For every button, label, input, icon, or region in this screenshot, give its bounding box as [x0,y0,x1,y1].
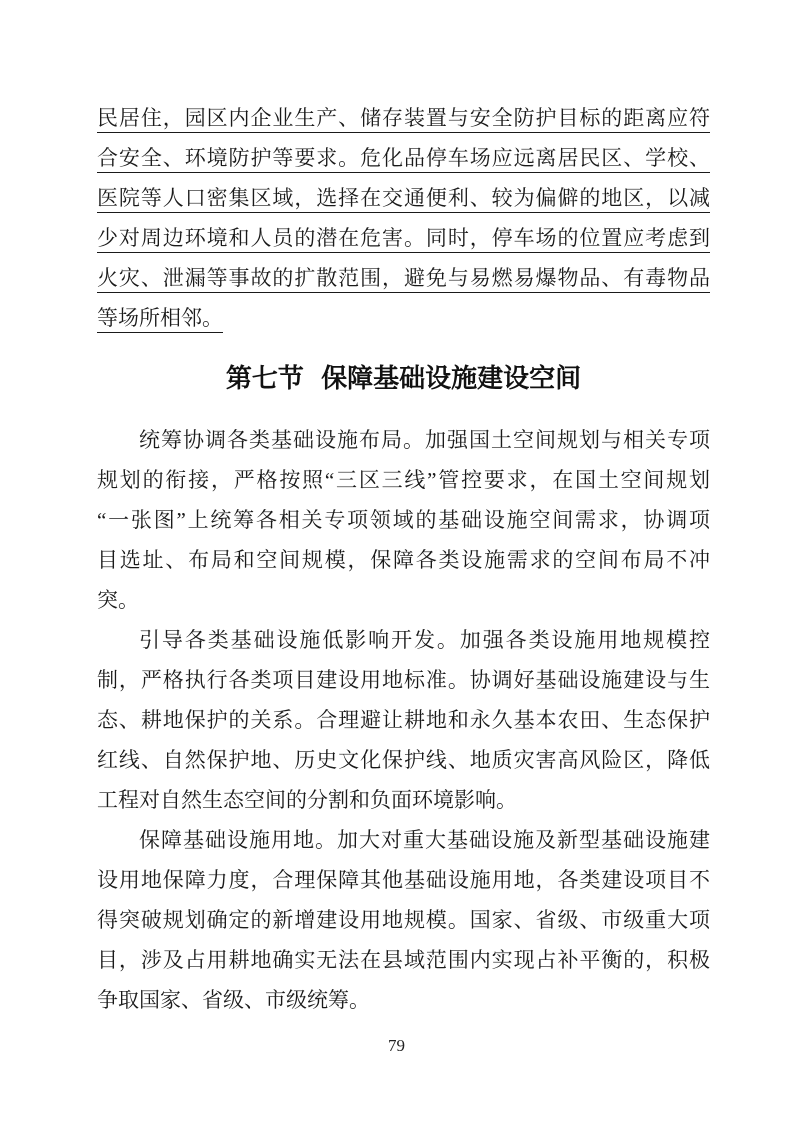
page-number: 79 [388,1036,405,1055]
continuation-paragraph [97,98,710,338]
section-heading: 第七节 保障基础设施建设空间 [225,363,582,393]
text-line: 民居住，园区内企业生产、储存装置与安全防护目标的距离应符 [97,106,710,130]
text-line: 工程对自然生态空间的分割和负面环境影响。 [97,788,517,812]
body-paragraph [97,420,710,620]
text-line: “一张图”上统筹各相关专项领域的基础设施空间需求，协调项 [97,508,710,532]
text-line: 目选址、布局和空间规模，保障各类设施需求的空间布局不冲 [97,548,710,572]
text-column [97,98,710,1020]
text-line: 统筹协调各类基础设施布局。加强国土空间规划与相关专项 [139,428,710,452]
text-line: 争取国家、省级、市级统筹。 [97,988,370,1012]
body-paragraph [97,620,710,820]
text-line: 突。 [97,588,139,612]
body-paragraph [97,820,710,1020]
text-line: 目，涉及占用耕地确实无法在县域范围内实现占补平衡的，积极 [97,948,710,972]
text-line: 设用地保障力度，合理保障其他基础设施用地，各类建设项目不 [97,868,710,892]
text-line: 保障基础设施用地。加大对重大基础设施及新型基础设施建 [139,828,710,852]
text-line: 规划的衔接，严格按照“三区三线”管控要求，在国土空间规划 [97,468,710,492]
text-line: 制，严格执行各类项目建设用地标准。协调好基础设施建设与生 [97,668,710,692]
text-line: 态、耕地保护的关系。合理避让耕地和永久基本农田、生态保护 [97,708,710,732]
text-line: 少对周边环境和人员的潜在危害。同时，停车场的位置应考虑到 [97,226,710,250]
text-line: 合安全、环境防护等要求。危化品停车场应远离居民区、学校、 [97,146,710,170]
text-line: 红线、自然保护地、历史文化保护线、地质灾害高风险区，降低 [97,748,710,772]
text-line: 等场所相邻。 [97,306,223,330]
text-line: 医院等人口密集区域，选择在交通便利、较为偏僻的地区，以减 [97,186,710,210]
text-line: 火灾、泄漏等事故的扩散范围，避免与易燃易爆物品、有毒物品 [97,266,710,290]
text-line: 得突破规划确定的新增建设用地规模。国家、省级、市级重大项 [97,908,710,932]
text-line: 引导各类基础设施低影响开发。加强各类设施用地规模控 [139,628,710,652]
